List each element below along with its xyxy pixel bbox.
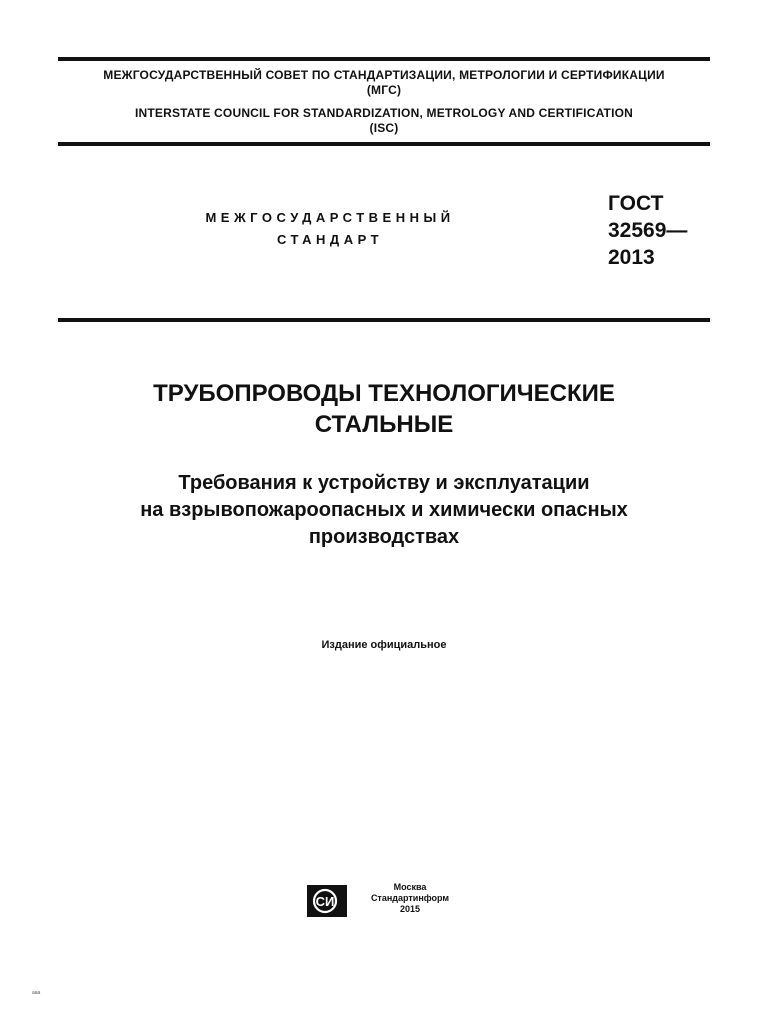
document-title-line2: СТАЛЬНЫЕ [314,411,454,438]
document-title-line1: ТРУБОПРОВОДЫ ТЕХНОЛОГИЧЕСКИЕ [153,380,615,407]
council-abbr-ru: (МГС) [366,83,402,97]
title-divider-rule [58,318,710,322]
council-name-ru: МЕЖГОСУДАРСТВЕННЫЙ СОВЕТ ПО СТАНДАРТИЗАЦИИ, МЕТРОЛОГИИ И СЕРТИФИКАЦИИ [103,68,665,82]
council-name-en: INTERSTATE COUNCIL FOR STANDARDIZATION, METROLOGY AND CERTIFICATION [134,106,634,120]
logo-text: СИ [315,894,335,909]
publisher-name: Стандартинформ [370,893,450,903]
council-abbr-en: (ISC) [369,121,399,135]
gost-designation [608,190,687,271]
standard-type-line2: СТАНДАРТ [276,232,384,247]
publisher-block [362,882,458,915]
publisher-city: Москва [393,882,427,892]
edition-label: Издание официальное [321,639,447,651]
document-subtitle-line2: на взрывопожароопасных и химически опасных [140,499,628,521]
header-top-rule [58,57,710,61]
document-subtitle-line3: производствах [308,526,460,548]
standartinform-logo-icon [307,885,347,917]
header-bottom-rule [58,142,710,146]
document-subtitle-line1: Требования к устройству и эксплуатации [178,472,590,494]
gost-label: ГОСТ [608,192,664,215]
gost-year: 2013 [608,246,655,269]
corner-mark: ааа [32,990,41,996]
publisher-year: 2015 [399,904,421,914]
gost-number: 32569— [608,219,688,242]
standard-type-line1: МЕЖГОСУДАРСТВЕННЫЙ [205,210,455,225]
